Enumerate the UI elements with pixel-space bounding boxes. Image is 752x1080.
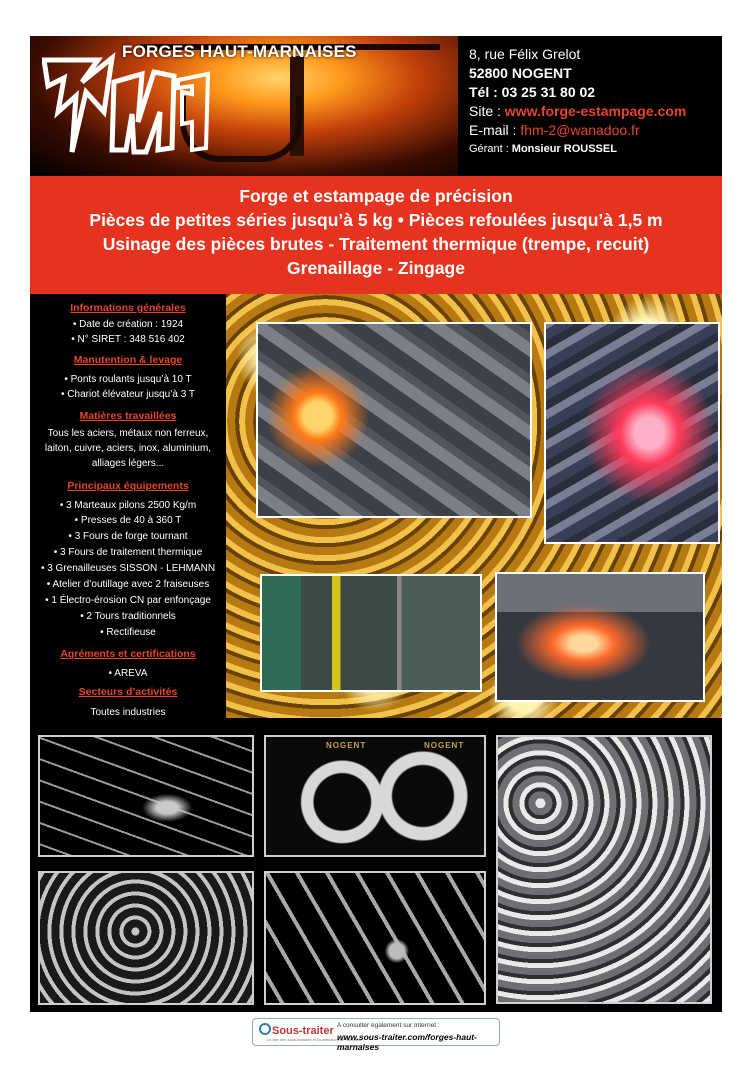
- manager-line: [469, 140, 686, 159]
- sectors-title: Secteurs d’activités: [78, 686, 178, 698]
- sous-traiter-banner[interactable]: [252, 1018, 500, 1052]
- site-line: [469, 102, 686, 121]
- sous-traiter-link[interactable]: www.sous-traiter.com/forges-haut-marnaises: [337, 1032, 477, 1052]
- info-line: • Presses de 40 à 360 T: [74, 515, 182, 526]
- info-line: • Atelier d’outillage avec 2 fraiseuses: [46, 579, 210, 590]
- manager-name: Monsieur ROUSSEL: [511, 143, 617, 155]
- equipment-title: Principaux équipements: [67, 480, 189, 492]
- approvals-title: Agréments et certifications: [60, 648, 196, 660]
- info-line: • AREVA: [108, 668, 148, 679]
- info-column: [30, 294, 226, 718]
- consult-text: A consulter également sur Internet :: [337, 1022, 440, 1029]
- site-label: Site :: [469, 103, 505, 119]
- hot-parts-photo: [544, 322, 720, 544]
- horseshoes-photo: [264, 735, 486, 857]
- band-line-3: Usinage des pièces brutes - Traitement thermique (trempe, recuit): [102, 234, 650, 254]
- info-line: • Rectifieuse: [100, 627, 156, 638]
- email-label: E-mail :: [469, 122, 521, 138]
- aluminium-parts-photo: [496, 735, 712, 1004]
- info-line: • Date de création : 1924: [72, 319, 184, 330]
- services-band: [30, 176, 722, 294]
- site-link[interactable]: www.forge-estampage.com: [504, 103, 687, 119]
- email-line: [469, 121, 686, 140]
- info-line: alliages légers...: [91, 458, 165, 469]
- press-machine-photo: [260, 574, 482, 692]
- info-line: • 2 Tours traditionnels: [80, 611, 176, 622]
- materials-title: Matières travaillées: [79, 410, 177, 422]
- general-info-title: Informations générales: [70, 302, 186, 314]
- info-line: • Chariot élévateur jusqu’à 3 T: [61, 389, 195, 400]
- handling-title: Manutention & levage: [73, 354, 183, 366]
- band-line-2: Pièces de petites séries jusqu’à 5 kg • Pièces refoulées jusqu’à 1,5 m: [89, 210, 663, 230]
- sous-traiter-logo: [259, 1023, 334, 1037]
- stamp-text: NOGENT: [326, 741, 367, 750]
- info-line: laiton, cuivre, aciers, inox, aluminium,: [44, 443, 212, 454]
- info-line: • Ponts roulants jusqu’à 10 T: [64, 374, 192, 385]
- furnace-workshop-photo: [495, 572, 705, 702]
- logo-text: Sous-traiter: [272, 1025, 334, 1037]
- street: 8, rue Félix Grelot: [469, 46, 581, 62]
- forged-parts-photo: [256, 322, 532, 518]
- fittings-photo: [264, 871, 486, 1005]
- logo-tagline: Le site des sous-traitants et fournisseurs de l'industrie: [267, 1037, 363, 1042]
- logo-circle-icon: [259, 1023, 271, 1035]
- city: 52800 NOGENT: [469, 65, 572, 81]
- band-line-1: Forge et estampage de précision: [239, 186, 513, 206]
- info-line: • 1 Électro-érosion CN par enfonçage: [45, 595, 211, 606]
- forged-tools-photo: [38, 735, 254, 857]
- contact-block: [469, 45, 686, 159]
- stamp-text: NOGENT: [424, 741, 465, 750]
- email-link[interactable]: fhm-2@wanadoo.fr: [520, 122, 640, 138]
- manager-label: Gérant :: [469, 143, 512, 155]
- info-line: • 3 Marteaux pilons 2500 Kg/m: [59, 500, 197, 511]
- fhm-logo: [42, 52, 212, 164]
- info-line: • 3 Fours de forge tournant: [68, 531, 188, 542]
- phone: Tél : 03 25 31 80 02: [469, 84, 596, 100]
- info-line: • N° SIRET : 348 516 402: [71, 334, 185, 345]
- band-line-4: Grenaillage - Zingage: [287, 258, 465, 278]
- company-name: FORGES HAUT-MARNAISES: [122, 42, 357, 61]
- info-line: Tous les aciers, métaux non ferreux,: [47, 428, 209, 439]
- info-line: Toutes industries: [90, 707, 166, 718]
- info-line: • 3 Grenailleuses SISSON - LEHMANN: [40, 563, 216, 574]
- info-line: • 3 Fours de traitement thermique: [53, 547, 203, 558]
- small-forged-parts-photo: [38, 871, 254, 1005]
